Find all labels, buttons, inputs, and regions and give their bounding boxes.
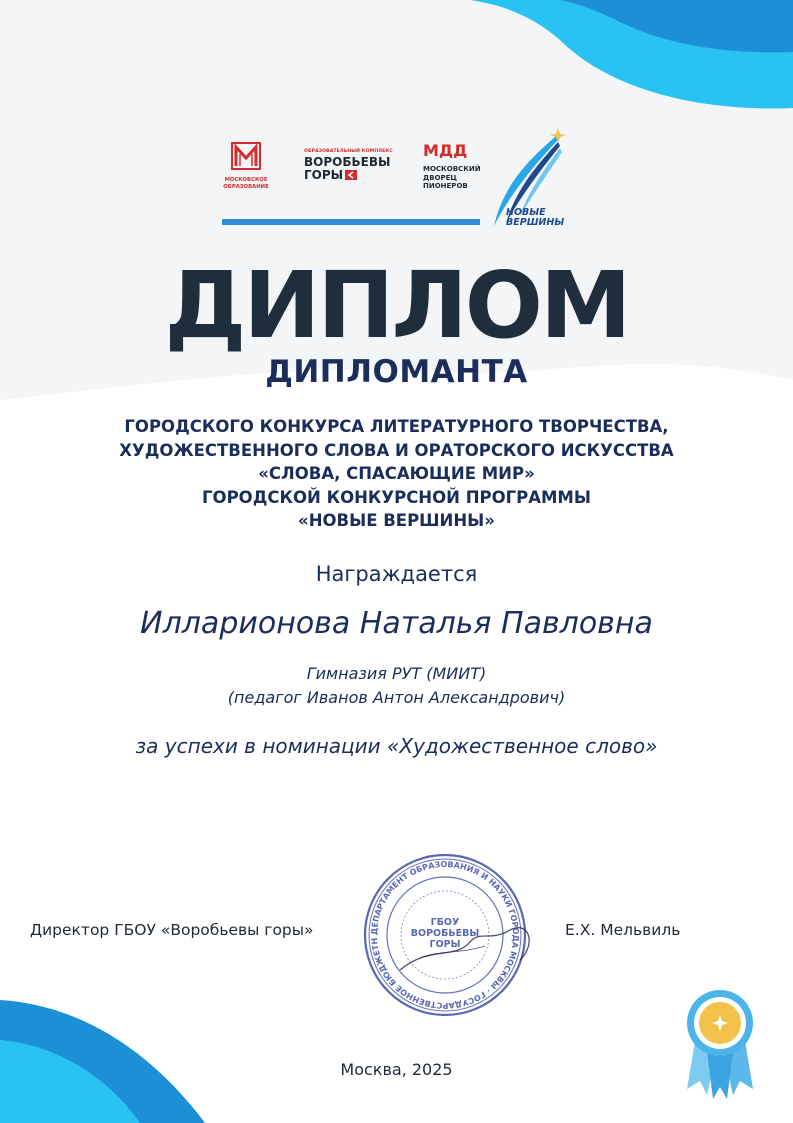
vorobyovy-gory-text: ВОРОБЬЕВЫ ГОРЫ — [304, 155, 391, 182]
stamp-ring-text: ДЕПАРТАМЕНТ ОБРАЗОВАНИЯ И НАУКИ ГОРОДА МОСКВЫ · ГОСУДАРСТВЕННОЕ БЮДЖЕТН — [369, 859, 521, 1011]
vorobyovy-gory-logo — [304, 149, 399, 182]
medal-icon — [683, 989, 757, 1105]
city-year: Москва, 2025 — [340, 1060, 453, 1079]
school-info — [0, 662, 793, 710]
moscow-education-logo — [222, 142, 270, 191]
mdd-text: МОСКОВСКИЙ ДВОРЕЦ ПИОНЕРОВ — [423, 165, 481, 190]
novye-vershiny-logo — [486, 128, 578, 233]
moscow-education-m-icon — [231, 142, 261, 170]
teacher-line: (педагог Иванов Антон Александрович) — [227, 688, 566, 707]
moscow-education-text: МОСКОВСКОЕ ОБРАЗОВАНИЕ — [223, 177, 269, 190]
novye-vershiny-text: НОВЫЕ ВЕРШИНЫ — [506, 207, 565, 228]
stamp-center-text: ГБОУ ВОРОБЬЕВЫ ГОРЫ — [410, 917, 480, 950]
vorobyovy-gory-small-text: ОБРАЗОВАТЕЛЬНЫЙ КОМПЛЕКС — [304, 149, 393, 154]
moscow-pioneers-palace-logo — [423, 142, 493, 191]
contest-line: ГОРОДСКОЙ КОНКУРСНОЙ ПРОГРАММЫ — [202, 487, 591, 507]
svg-text:МДД: МДД — [423, 142, 468, 158]
mdd-mark — [423, 142, 476, 158]
diploma-title: ДИПЛОМ — [164, 252, 629, 359]
official-stamp — [360, 850, 530, 1020]
signer-name: Е.Х. Мельвиль — [565, 921, 681, 939]
recipient-name: Илларионова Наталья Павловна — [140, 606, 653, 641]
director-label: Директор ГБОУ «Воробьевы горы» — [30, 921, 314, 939]
vg-arrow-tag-icon — [345, 170, 357, 180]
award-reason: за успехи в номинации «Художественное слово» — [135, 734, 658, 758]
contest-description — [40, 415, 753, 533]
contest-line: «СЛОВА, СПАСАЮЩИЕ МИР» — [258, 464, 535, 483]
contest-line: ГОРОДСКОГО КОНКУРСА ЛИТЕРАТУРНОГО ТВОРЧЕСТВА, — [124, 417, 669, 436]
contest-line: «НОВЫЕ ВЕРШИНЫ» — [298, 511, 495, 530]
header-divider — [222, 219, 480, 225]
contest-line: ХУДОЖЕСТВЕННОГО СЛОВА И ОРАТОРСКОГО ИСКУССТВА — [119, 440, 674, 460]
awarded-label: Награждается — [315, 562, 478, 586]
diploma-subtitle: ДИПЛОМАНТА — [265, 354, 528, 390]
school-line: Гимназия РУТ (МИИТ) — [306, 664, 487, 683]
